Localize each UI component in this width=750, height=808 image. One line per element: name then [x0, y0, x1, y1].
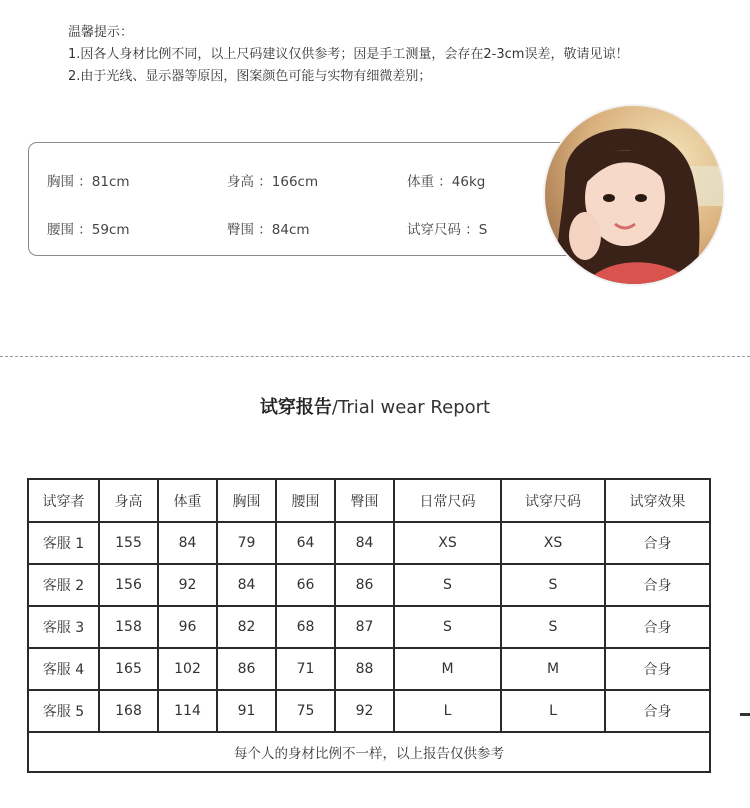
- table-footer-row: [28, 732, 710, 772]
- notice-line-1: 1.因各人身材比例不同，以上尺码建议仅供参考；因是手工测量，会存在2-3cm误差，敬请见谅！: [68, 47, 629, 62]
- model-photo: [545, 106, 723, 284]
- table-cell: 客服 1: [28, 522, 99, 564]
- table-cell: 68: [276, 606, 335, 648]
- table-cell: 75: [276, 690, 335, 732]
- notice-line-2: 2.由于光线、显示器等原因，图案颜色可能与实物有细微差别；: [68, 69, 432, 84]
- header-cell: 试穿尺码: [501, 479, 605, 522]
- model-height: 身高 ：166cm: [227, 174, 319, 190]
- table-header-row: [28, 479, 710, 522]
- table-cell: 合身: [605, 564, 710, 606]
- model-bust: 胸围 ：81cm: [47, 174, 130, 190]
- table-cell: 86: [335, 564, 394, 606]
- table-cell: 84: [158, 522, 217, 564]
- table-cell: 155: [99, 522, 158, 564]
- table-cell: S: [501, 606, 605, 648]
- model-measurements-box: [28, 142, 588, 256]
- table-cell: 158: [99, 606, 158, 648]
- notice-block: [68, 22, 628, 88]
- table-cell: 71: [276, 648, 335, 690]
- table-cell: 79: [217, 522, 276, 564]
- table-cell: S: [394, 606, 501, 648]
- model-hip: 臀围 ：84cm: [227, 222, 310, 238]
- table-cell: 合身: [605, 522, 710, 564]
- table-cell: 92: [335, 690, 394, 732]
- table-cell: 91: [217, 690, 276, 732]
- table-row: [28, 564, 710, 606]
- table-cell: 64: [276, 522, 335, 564]
- table-cell: 客服 5: [28, 690, 99, 732]
- table-cell: XS: [501, 522, 605, 564]
- report-title: [0, 393, 750, 419]
- table-cell: S: [394, 564, 501, 606]
- table-cell: 102: [158, 648, 217, 690]
- table-cell: XS: [394, 522, 501, 564]
- table-cell: L: [394, 690, 501, 732]
- trial-report-table: [27, 478, 711, 773]
- table-cell: 114: [158, 690, 217, 732]
- table-cell: 客服 2: [28, 564, 99, 606]
- section-divider: [0, 356, 750, 357]
- table-row: [28, 690, 710, 732]
- header-cell: 胸围: [217, 479, 276, 522]
- table-cell: S: [501, 564, 605, 606]
- table-cell: 82: [217, 606, 276, 648]
- table-cell: 88: [335, 648, 394, 690]
- table-row: [28, 606, 710, 648]
- table-cell: 86: [217, 648, 276, 690]
- table-cell: M: [394, 648, 501, 690]
- table-row: [28, 522, 710, 564]
- table-cell: M: [501, 648, 605, 690]
- table-cell: 92: [158, 564, 217, 606]
- header-cell: 试穿者: [28, 479, 99, 522]
- report-title-en: /Trial wear Report: [331, 397, 491, 418]
- table-cell: 合身: [605, 606, 710, 648]
- model-weight: 体重 ：46kg: [407, 174, 486, 190]
- table-cell: 客服 3: [28, 606, 99, 648]
- header-cell: 臀围: [335, 479, 394, 522]
- table-footer-note: 每个人的身材比例不一样，以上报告仅供参考: [28, 732, 710, 772]
- table-cell: 66: [276, 564, 335, 606]
- report-title-zh: 试穿报告: [259, 397, 332, 418]
- model-photo-icon: [545, 106, 723, 284]
- table-row: [28, 648, 710, 690]
- table-cell: 84: [335, 522, 394, 564]
- table-cell: 87: [335, 606, 394, 648]
- table-cell: 合身: [605, 648, 710, 690]
- table-cell: L: [501, 690, 605, 732]
- table-cell: 168: [99, 690, 158, 732]
- header-cell: 试穿效果: [605, 479, 710, 522]
- table-cell: 156: [99, 564, 158, 606]
- header-cell: 体重: [158, 479, 217, 522]
- notice-title: 温馨提示：: [68, 25, 134, 40]
- table-cell: 96: [158, 606, 217, 648]
- edge-mark: [740, 713, 750, 716]
- model-waist: 腰围 ：59cm: [47, 222, 130, 238]
- table-cell: 合身: [605, 690, 710, 732]
- header-cell: 身高: [99, 479, 158, 522]
- table-cell: 165: [99, 648, 158, 690]
- header-cell: 腰围: [276, 479, 335, 522]
- model-trial-size: 试穿尺码 ：S: [407, 222, 488, 238]
- table-cell: 84: [217, 564, 276, 606]
- table-cell: 客服 4: [28, 648, 99, 690]
- header-cell: 日常尺码: [394, 479, 501, 522]
